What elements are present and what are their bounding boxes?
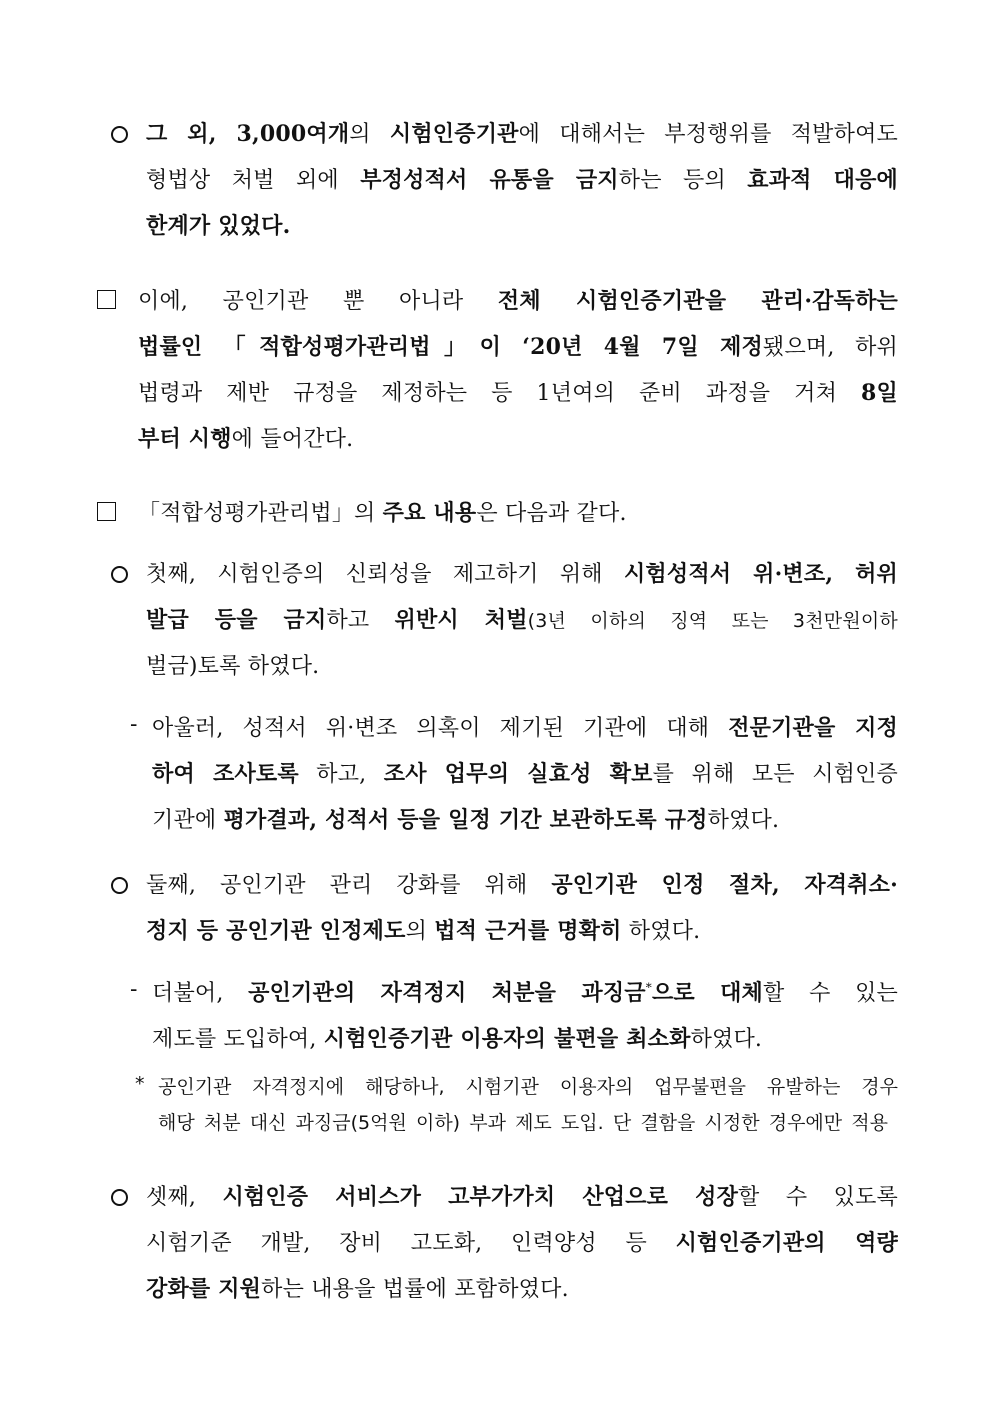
text-span: 에 대해서는 부정행위를 적발하여도: [518, 122, 898, 147]
bold-text: 조사 업무의 실효성 확보: [383, 761, 653, 787]
bold-text: 한계가 있었다.: [146, 213, 291, 239]
bold-text: 시험인증기관의 역량: [675, 1230, 898, 1256]
bold-text: 발급 등을 금지: [146, 607, 327, 633]
text-line: [146, 1272, 569, 1303]
square-bullet: [97, 502, 116, 521]
text-line: [146, 649, 319, 680]
text-span: 하였다.: [707, 808, 780, 833]
text-span: 하는 등의: [618, 168, 748, 193]
text-line: [146, 868, 898, 898]
dash-bullet: -: [130, 977, 138, 1002]
text-span: 「적합성평가관리법」의: [138, 501, 383, 526]
footnote-line: 해당 처분 대신 과징금(5억원 이하) 부과 제도 도입. 단 결함을 시정한 경우에만 적용: [158, 1112, 888, 1134]
text-span: 셋째,: [146, 1185, 223, 1210]
text-line: [146, 209, 290, 240]
text-span: 형법상 처벌 외에: [146, 168, 361, 193]
text-line: [152, 711, 898, 741]
text-span: (3년 이하의 징역 또는 3천만원이하: [527, 610, 898, 632]
text-line: [138, 496, 627, 527]
square-bullet: [97, 290, 116, 309]
bold-text: 그 외, 3,000여개: [146, 121, 350, 147]
text-span: 아울러, 성적서 위·변조 의혹이 제기된 기관에 대해: [152, 716, 729, 741]
bold-text: 법률인 「적합성평가관리법」이 ‘20년 4월 7일 제정: [138, 334, 763, 360]
bold-text: 부정성적서 유통을 금지: [360, 167, 619, 193]
text-span: 를 위해 모든 시험인증: [652, 762, 898, 787]
text-span: 하였다.: [621, 919, 701, 944]
text-line: [152, 803, 779, 834]
text-span: 하고,: [298, 762, 384, 787]
bold-text: 전체 시험인증기관을 관리·감독하는: [497, 288, 898, 314]
footnote-line: 공인기관 자격정지에 해당하나, 시험기관 이용자의 업무불편을 유발하는 경우: [158, 1076, 898, 1098]
text-span: 은 다음과 같다.: [476, 501, 627, 526]
circle-bullet: [111, 126, 128, 143]
bold-text: 법적 근거를 명확히: [434, 918, 622, 944]
bold-text: 위반시 처벌: [394, 607, 528, 633]
bold-text: 시험인증 서비스가 고부가가치 산업으로 성장: [222, 1184, 739, 1210]
text-line: [152, 757, 898, 787]
bold-text: 주요 내용: [382, 500, 477, 526]
bold-text: 공인기관의 자격정지 처분을 과징금: [248, 980, 646, 1006]
text-line: [146, 603, 898, 633]
bold-text: 시험인증기관 이용자의 불편을 최소화: [323, 1026, 691, 1052]
circle-bullet: [111, 1189, 128, 1206]
text-span: 할 수 있는: [763, 981, 898, 1006]
text-span: 에 들어간다.: [231, 427, 354, 452]
text-line: [152, 1022, 762, 1053]
text-line: [146, 117, 898, 147]
text-span: 기관에: [152, 808, 224, 833]
bold-text: 강화를 지원: [146, 1276, 262, 1302]
text-line: [146, 163, 898, 193]
text-span: 첫째, 시험인증의 신뢰성을 제고하기 위해: [146, 562, 624, 587]
text-line: [138, 284, 898, 314]
text-span: 더불어,: [152, 981, 249, 1006]
bold-text: 공인기관 인정 절차, 자격취소·: [551, 872, 898, 898]
text-span: 제도를 도입하여,: [152, 1027, 324, 1052]
text-span: 벌금)토록 하였다.: [146, 654, 320, 679]
text-span: 의: [405, 919, 435, 944]
text-span: 시험기준 개발, 장비 고도화, 인력양성 등: [146, 1231, 676, 1256]
text-span: 의: [349, 122, 390, 147]
text-span: 법령과 제반 규정을 제정하는 등 1년여의 준비 과정을 거쳐: [138, 381, 862, 406]
bold-text: 정지 등 공인기관 인정제도: [146, 918, 406, 944]
bold-text: 평가결과, 성적서 등을 일정 기간 보관하도록 규정: [223, 807, 708, 833]
bold-text: 효과적 대응에: [747, 167, 898, 193]
text-line: [138, 376, 898, 406]
text-span: 이에, 공인기관 뿐 아니라: [138, 289, 498, 314]
text-span: 하였다.: [690, 1027, 763, 1052]
bold-text: 하여 조사토록: [152, 761, 299, 787]
text-span: 하고: [326, 608, 395, 633]
dash-bullet: -: [130, 712, 138, 737]
text-line: [146, 914, 700, 945]
bold-text: 시험성적서 위·변조, 허위: [623, 561, 898, 587]
footnote-marker: *: [645, 980, 652, 995]
bold-text: 8일: [861, 380, 898, 406]
bold-text: 전문기관을 지정: [728, 715, 898, 741]
bold-text: 으로 대체: [651, 980, 764, 1006]
text-span: 할 수 있도록: [738, 1185, 898, 1210]
text-line: [138, 330, 898, 360]
text-span: 하는 내용을 법률에 포함하였다.: [261, 1277, 569, 1302]
text-line: [138, 422, 353, 453]
text-span: 둘째, 공인기관 관리 강화를 위해: [146, 873, 552, 898]
text-line: [146, 1180, 898, 1210]
text-line: [152, 976, 898, 1006]
circle-bullet: [111, 877, 128, 894]
bold-text: 시험인증기관: [389, 121, 519, 147]
text-line: [146, 1226, 898, 1256]
text-span: 됐으며, 하위: [763, 335, 898, 360]
footnote-star: *: [135, 1073, 145, 1095]
text-line: [146, 557, 898, 587]
bold-text: 부터 시행: [138, 426, 232, 452]
circle-bullet: [111, 566, 128, 583]
